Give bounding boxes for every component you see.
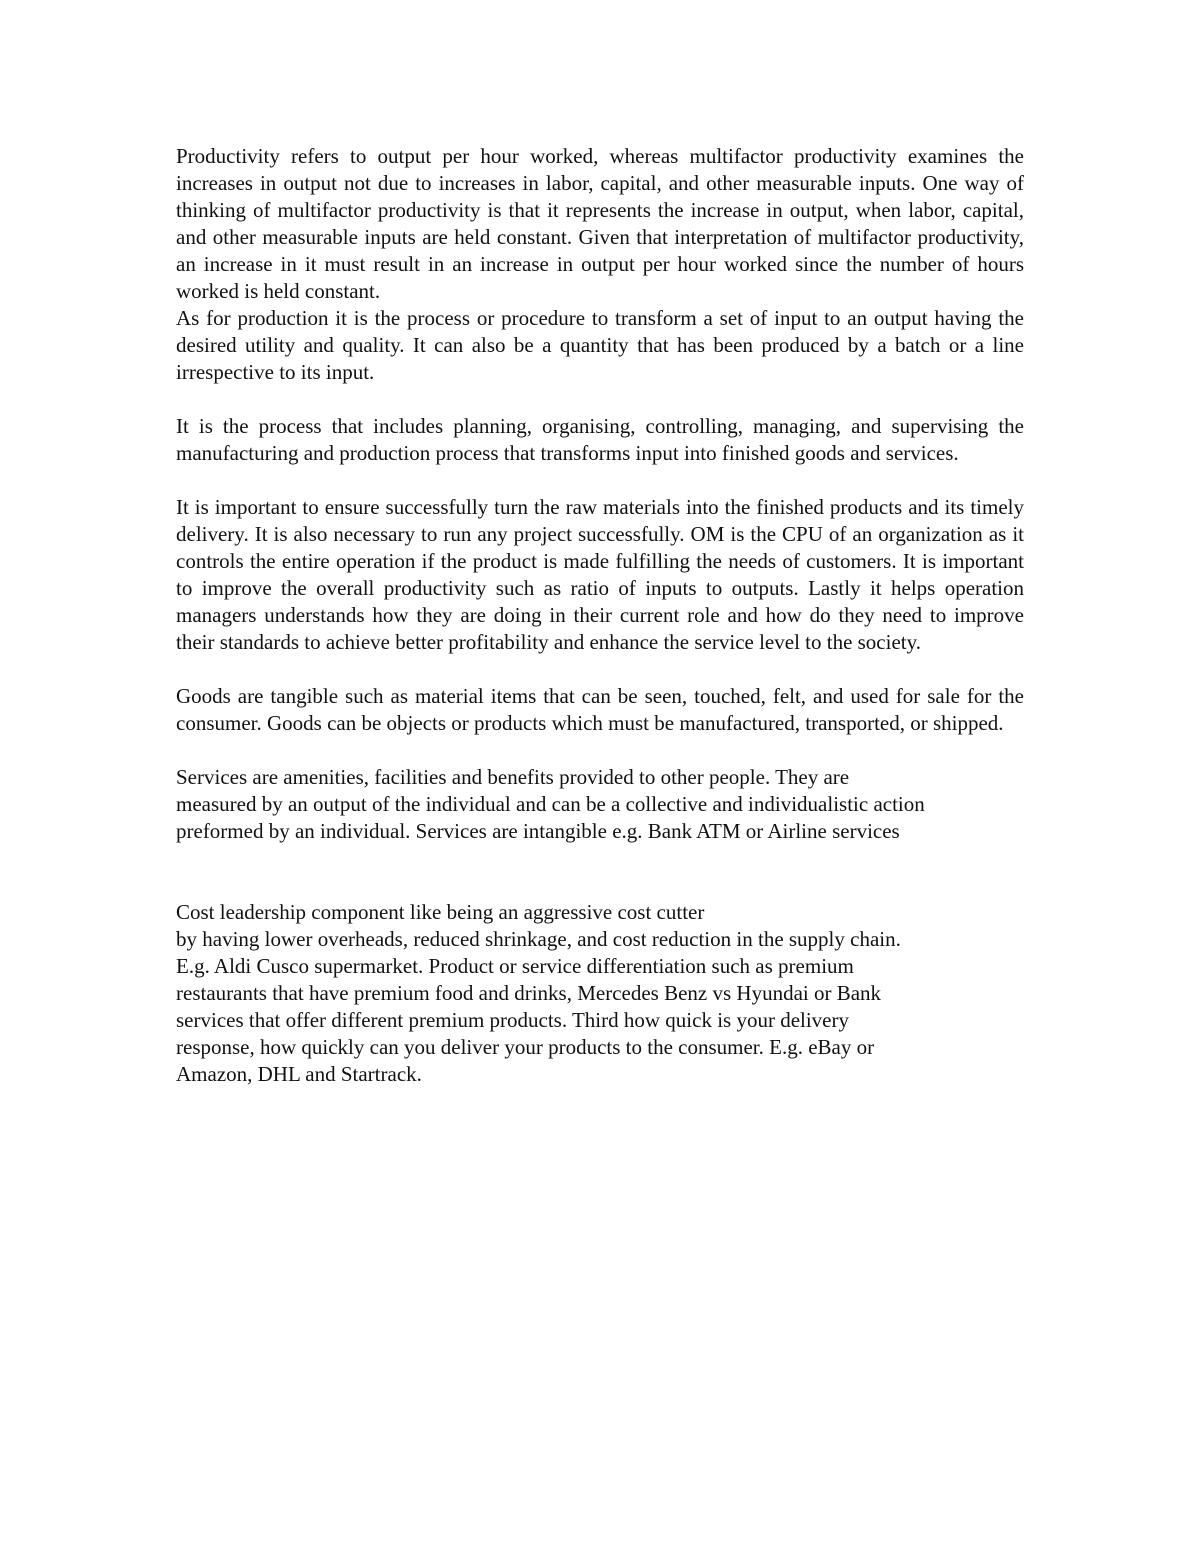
services-line: Services are amenities, facilities and benefits provided to other people. They are	[176, 765, 850, 789]
paragraph-spacer	[176, 656, 1024, 683]
cost-leadership-line: Amazon, DHL and Startrack.	[176, 1062, 422, 1086]
paragraph-operations-management: It is the process that includes planning, organising, controlling, managing, and supervising the manufacturing and production process that transforms input into finished goods and services.	[176, 414, 1024, 465]
cost-leadership-line: E.g. Aldi Cusco supermarket. Product or service differentiation such as premium	[176, 954, 854, 978]
cost-leadership-line: response, how quickly can you deliver your products to the consumer. E.g. eBay or	[176, 1035, 875, 1059]
cost-leadership-line: Cost leadership component like being an aggressive cost cutter	[176, 900, 705, 924]
cost-leadership-line: by having lower overheads, reduced shrinkage, and cost reduction in the supply chain.	[176, 927, 901, 951]
cost-leadership-line: restaurants that have premium food and drinks, Mercedes Benz vs Hyundai or Bank	[176, 981, 882, 1005]
paragraph-production: As for production it is the process or procedure to transform a set of input to an output having the desired utility and quality. It can also be a quantity that has been produced by a batch or a line irrespective to its input.	[176, 306, 1024, 384]
paragraph-spacer	[176, 386, 1024, 413]
paragraph-spacer	[176, 467, 1024, 494]
paragraph-spacer	[176, 845, 1024, 899]
services-line: measured by an output of the individual and can be a collective and individualistic action	[176, 792, 925, 816]
paragraph-productivity: Productivity refers to output per hour worked, whereas multifactor productivity examines the increases in output not due to increases in labor, capital, and other measurable inputs. One way of thinking of multifactor productivity is that it represents the increase in output, when labor, capital, and other measurable inputs are held constant. Given that interpretation of multifactor productivity, an increase in it must result in an increase in output per hour worked since the number of hours worked is held constant.	[176, 144, 1024, 303]
services-line: preformed by an individual. Services are intangible e.g. Bank ATM or Airline services	[176, 819, 900, 843]
paragraph-spacer	[176, 737, 1024, 764]
paragraph-importance: It is important to ensure successfully turn the raw materials into the finished products and its timely delivery. It is also necessary to run any project successfully. OM is the CPU of an organization as it controls the entire operation if the product is made fulfilling the needs of customers. It is important to improve the overall productivity such as ratio of inputs to outputs. Lastly it helps operation managers understands how they are doing in their current role and how do they need to improve their standards to achieve better profitability and enhance the service level to the society.	[176, 495, 1024, 654]
paragraph-cost-leadership	[176, 899, 1024, 1088]
cost-leadership-line: services that offer different premium products. Third how quick is your delivery	[176, 1008, 849, 1032]
paragraph-services	[176, 764, 1024, 845]
paragraph-goods: Goods are tangible such as material items that can be seen, touched, felt, and used for sale for the consumer. Goods can be objects or products which must be manufactured, transported, or shipped.	[176, 684, 1024, 735]
document-body	[176, 143, 1024, 1088]
